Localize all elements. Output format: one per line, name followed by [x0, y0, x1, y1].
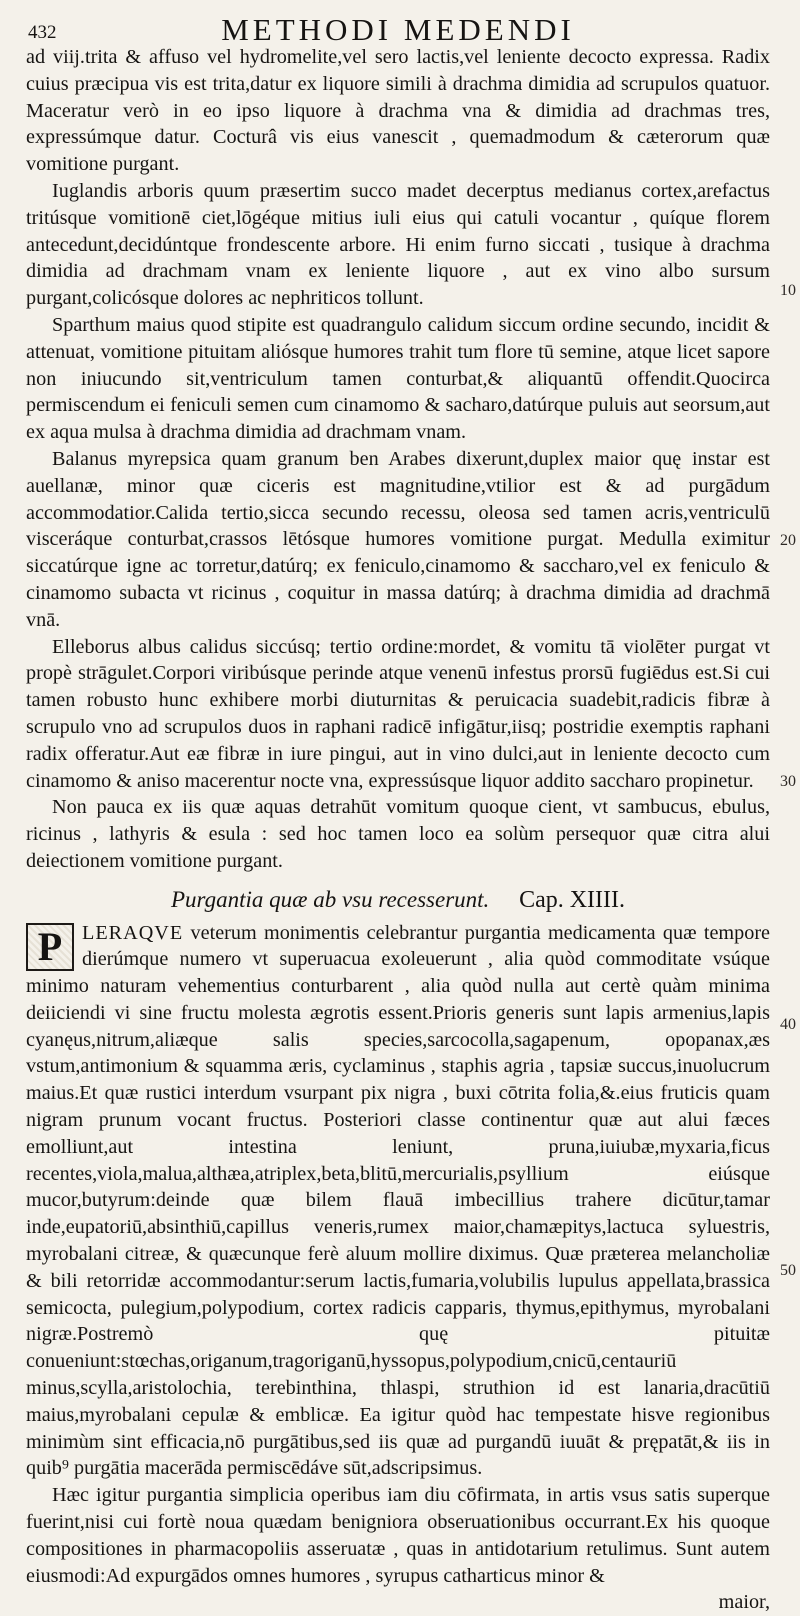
margin-line-number: 40 — [780, 1016, 796, 1033]
chapter-heading — [26, 887, 770, 914]
paragraph: Sparthum maius quod stipite est quadrangulo calidum siccum ordine secundo, incidit & attenuat, vomitione pituitam aliósque humores trahit tum flore tū semine, atque licet sapore non iniucundo sit,ventriculum tamen conturbat,& aliquantū offendit.Quocirca permiscendum ei feniculi semen cum cinamomo & sacharo,datúrque puluis aut seorsum,aut ex aqua mulsa à drachma dimidia ad drachmam vnam. — [26, 313, 770, 444]
margin-line-number: 30 — [780, 773, 796, 790]
page-number: 432 — [28, 22, 57, 43]
page-header — [26, 8, 770, 47]
running-head: METHODI MEDENDI — [221, 12, 575, 47]
margin-line-number: 50 — [780, 1262, 796, 1279]
catchword: maior, — [718, 1591, 770, 1614]
paragraph: Balanus myrepsica quam granum ben Arabes dixerunt,duplex maior quę instar est auellanæ, minor quæ ciceris est magnitudine,vtilior est & ad purgādum accommodatior.Calida tertio,sicca secundo recessu, oleosa sed tamen acris,ventriculū visceráque conturbat,crassos lētósque humores vomitione purgat. Medulla eximitur siccatúrque igne ac torretur,datúrq; ex feniculo,cinamomo & saccharo,vel ex feniculo & cinamomo subacta vt ricinus , coquitur in massa datúrq; à drachma dimidia ad drachmā vnā. — [26, 447, 770, 631]
margin-line-number: 10 — [780, 282, 796, 299]
chapter-title: Purgantia quæ ab vsu recesserunt. — [170, 886, 490, 912]
paragraph — [26, 920, 770, 1483]
first-word: LERAQVE — [82, 921, 184, 944]
paragraph: Iuglandis arboris quum præsertim succo madet decerptus medianus cortex,arefactus tritúsque vomitionē ciet,lōgéque mitius iuli eius qui catuli vocantur , quíque florem antecedunt,decidúntque frondescente arbore. Hi enim furno siccati , tusique à drachma dimidia ad drachmam vnam ex leniente liquore , aut ex vino albo sursum purgant,colicósque dolores ac nephriticos tollunt. — [26, 179, 770, 310]
margin-line-number: 20 — [780, 532, 796, 549]
paragraph: Hæc igitur purgantia simplicia operibus iam diu cōfirmata, in artis vsus satis superque fuerint,nisi cui fortè noua quædam benigniora obseruationibus occurrant.Ex his quoque compositiones in pharmacopoliis asseruatæ , quas in antidotarium retulimus. Sunt autem eiusmodi:Ad expurgādos omnes humores , syrupus catharticus minor & — [26, 1484, 770, 1587]
dropcap-initial: P — [26, 923, 74, 971]
body-text — [26, 44, 770, 1616]
paragraph: Non pauca ex iis quæ aquas detrahūt vomitum quoque cient, vt sambucus, ebulus, ricinus , lathyris & esula : sed hoc tamen loco ea solùm persequor quæ citra alui deiectionem vomitione purgant. — [26, 796, 770, 872]
chapter-number: Cap. XIIII. — [519, 886, 626, 913]
paragraph: Elleborus albus calidus siccúsq; tertio ordine:mordet, & vomitu tā violēter purgat vt propè strāgulet.Corpori viribúsque perinde atque venenū infestus prorsū fugiēdus est.Si cui tamen robusto hunc exhibere morbi diuturnitas & peruicacia suadebit,radicis fibræ à scrupulo vno ad scrupulos duos in raphani radicē infigātur,iisq; postridie exemptis raphani radix offeratur.Aut eæ fibræ in iure pingui, aut in vino dulci,aut in leniente decocto cum cinamomo & aniso macerentur nocte vna, expressúsque liquor addito saccharo propinetur. — [26, 635, 770, 792]
paragraph-text: veterum monimentis celebrantur purgantia medicamenta quæ tempore dierúmque numero vt superuacua exoleuerunt , alia quòd commoditate vsúque minimo naturam vehementius conturbarent , alia quòd nulla aut certè quàm minima deiiciendi vi sine fructu molesta ægrotis essent.Prioris generis sunt lapis armenius,lapis cyanęus,nitrum,aliæque salis species,sarcocolla,sagapenum, opopanax,æs vstum,antimonium & squamma æris, cyclaminus , staphis agria , tapsiæ succus,inuolucrum maius.Et quæ rustici interdum vsurpant pix nigra , buxi cōtrita folia,&.eius fruticis quam nigram prunum vocant fructus. Posteriori classe continentur quæ aut alui fæces emolliunt,aut intestina leniunt, pruna,iuiubæ,myxaria,ficus recentes,viola,malua,althæa,atriplex,beta,blitū,mercurialis,psyllium eiúsque mucor,butyrum:deinde quæ bilem flauā imbecillius trahere dicūtur,tamar inde,eupatoriū,absinthiū,capillus veneris,rumex maior,chamæpitys,lactuca syluestris, myrobalani citreæ, & quæcunque ferè aluum mollire diximus. Quæ præterea melancholiæ & bili retorridæ accommodantur:serum lactis,fumaria,volubilis lupulus appellata,brassica semicocta, pulegium,polypodium, cortex radicis capparis, thymus,epithymus, myrobalani nigræ.Postremò quę pituitæ conueniunt:stœchas,origanum,tragoriganū,hyssopus,polypodium,cnicū,centauriū minus,scylla,aristolochia, terebinthina, thlaspi, struthion id est lanaria,dracūtiū maius,myrobalani cepulæ & emblicæ. Ea igitur quòd hac tempestate hisve regionibus minimùm sint efficacia,nō purgātibus,sed iis quæ ad purgandū iuuāt & prępatāt,& iis in quib⁹ purgātia macerāda permiscēdáve sūt,adscripsimus. — [26, 921, 770, 1480]
paragraph: ad viij.trita & affuso vel hydromelite,vel sero lactis,vel leniente decocto expressa. Radix cuius præcipua vis est trita,datur ex liquore simili à drachma dimidia ad scrupulos quatuor. Maceratur verò in eo ipso liquore à drachma vna & dimidia ad drachmas tres, expressúmque datur. Cocturâ vis eius vanescit , quemadmodum & cæterorum quæ vomitione purgant. — [26, 46, 770, 176]
